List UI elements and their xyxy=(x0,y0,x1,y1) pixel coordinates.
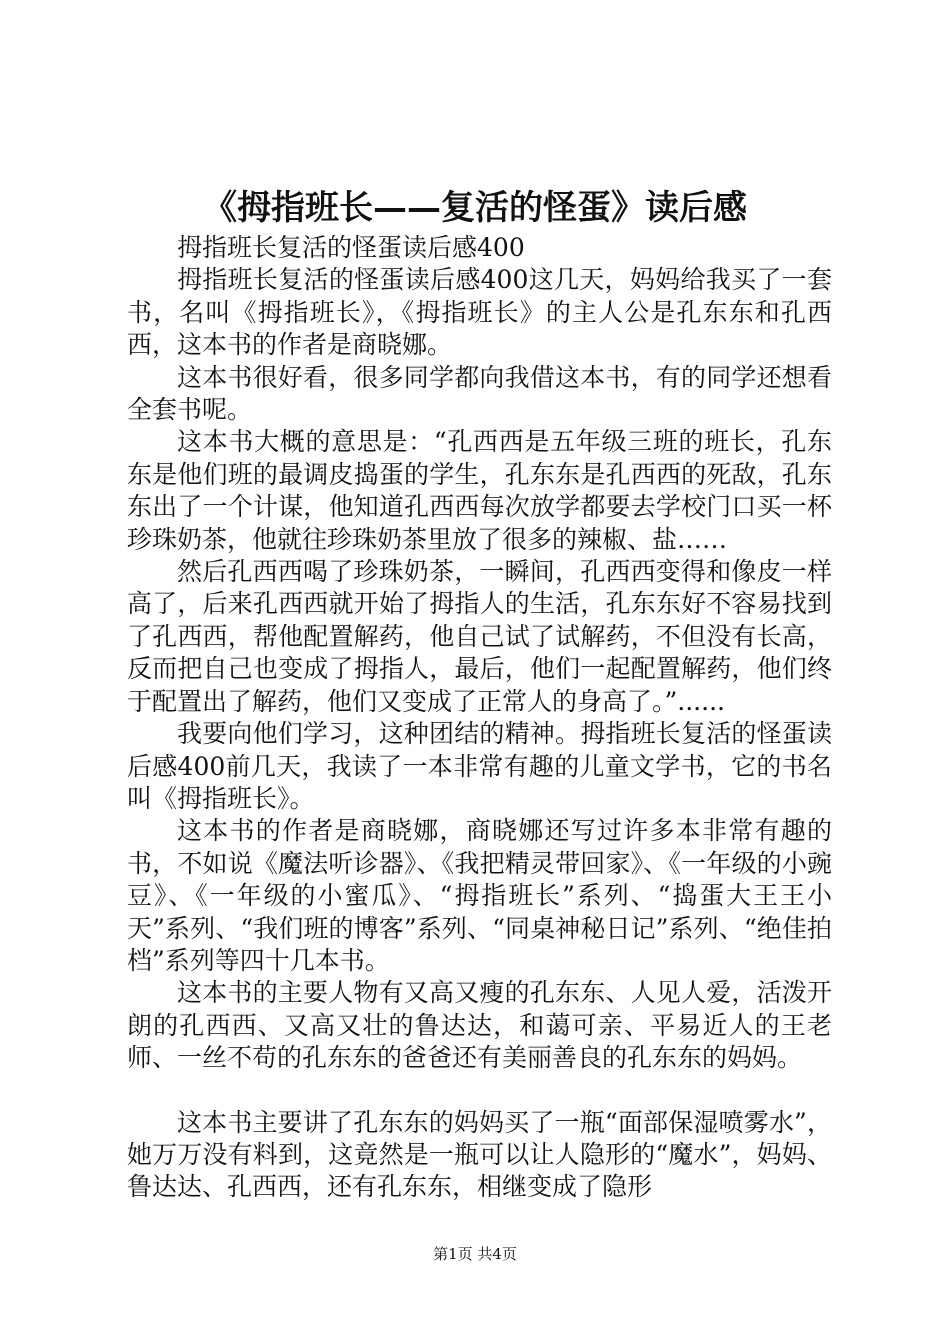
paragraph: 这本书的主要人物有又高又瘦的孔东东、人见人爱，活泼开朗的孔西西、又高又壮的鲁达达，和蔼可亲、平易近人的王老师、一丝不苟的孔东东的爸爸还有美丽善良的孔东东的妈妈。 xyxy=(127,978,832,1073)
paragraph: 这本书的作者是商晓娜，商晓娜还写过许多本非常有趣的书，不如说《魔法听诊器》、《我把精灵带回家》、《一年级的小豌豆》、《一年级的小蜜瓜》、“拇指班长”系列、“捣蛋大王王小天”系列、“我们班的博客”系列、“同桌神秘日记”系列、“绝佳拍档”系列等四十几本书。 xyxy=(127,816,832,975)
paragraph: 拇指班长复活的怪蛋读后感400这几天，妈妈给我买了一套书，名叫《拇指班长》，《拇指班长》的主人公是孔东东和孔西西，这本书的作者是商晓娜。 xyxy=(127,265,832,360)
paragraph: 这本书大概的意思是：“孔西西是五年级三班的班长，孔东东是他们班的最调皮捣蛋的学生，孔东东是孔西西的死敌，孔东东出了一个计谋，他知道孔西西每次放学都要去学校门口买一杯珍珠奶茶，他就往珍珠奶茶里放了很多的辣椒、盐…… xyxy=(127,427,832,554)
paragraph-subtitle: 拇指班长复活的怪蛋读后感400 xyxy=(177,233,525,262)
paragraph: 这本书主要讲了孔东东的妈妈买了一瓶“面部保湿喷雾水”，她万万没有料到，这竟然是一瓶可以让人隐形的“魔水”，妈妈、鲁达达、孔西西，还有孔东东，相继变成了隐形 xyxy=(127,1107,832,1202)
document-body xyxy=(127,232,832,1204)
paragraph: 我要向他们学习，这种团结的精神。拇指班长复活的怪蛋读后感400前几天，我读了一本非常有趣的儿童文学书，它的书名叫《拇指班长》。 xyxy=(127,719,832,813)
document-title: 《拇指班长——复活的怪蛋》读后感 xyxy=(203,188,747,228)
page-number-footer: 第1页 共4页 xyxy=(433,1245,517,1263)
paragraph: 这本书很好看，很多同学都向我借这本书，有的同学还想看全套书呢。 xyxy=(127,362,832,425)
paragraph: 然后孔西西喝了珍珠奶茶，一瞬间，孔西西变得和像皮一样高了，后来孔西西就开始了拇指人的生活，孔东东好不容易找到了孔西西，帮他配置解药，他自己试了试解药，不但没有长高，反而把自己也变成了拇指人，最后，他们一起配置解药，他们终于配置出了解药，他们又变成了正常人的身高了。”...... xyxy=(127,557,832,716)
